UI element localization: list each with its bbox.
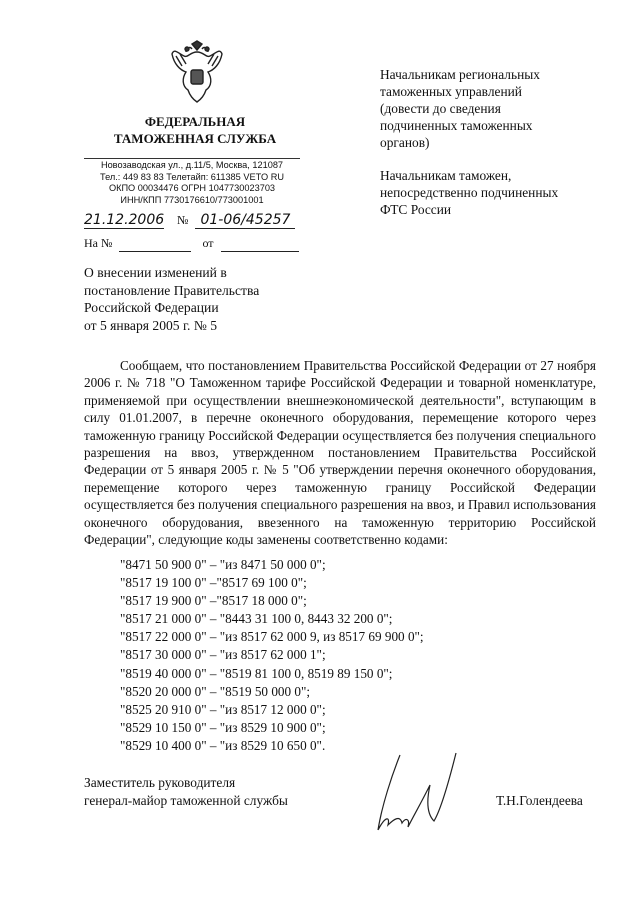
code-item: "8529 10 150 0" – "из 8529 10 900 0";	[120, 719, 326, 735]
subject-line: постановление Правительства	[84, 282, 260, 298]
letter-date: 21.12.2006	[84, 212, 165, 228]
addressee-line: ФТС России	[380, 202, 452, 217]
code-item: "8525 20 910 0" – "из 8517 12 000 0";	[120, 701, 326, 717]
ref-label: На №	[84, 236, 113, 250]
code-item: "8520 20 000 0" – "8519 50 000 0";	[120, 683, 311, 699]
ref-number-blank	[119, 236, 191, 252]
contact-phone: Тел.: 449 83 83 Телетайп: 611385 VETO RU	[99, 171, 285, 182]
agency-contacts	[84, 158, 300, 206]
addressee-line: Начальникам региональных	[380, 67, 540, 82]
agency-name-line2: ТАМОЖЕННАЯ СЛУЖБА	[113, 131, 277, 146]
letter-number: 01-06/45257	[195, 212, 295, 229]
addressee-line: органов)	[380, 135, 430, 150]
addressee-line: непосредственно подчиненных	[380, 185, 559, 200]
signer-position-line1: Заместитель руководителя	[84, 775, 236, 790]
code-item: "8471 50 900 0" – "из 8471 50 000 0";	[120, 557, 326, 572]
signer-name: Т.Н.Голендеева	[496, 793, 583, 808]
code-item: "8517 22 000 0" – "из 8517 62 000 9, из 8517 69 900 0";	[120, 629, 424, 645]
code-item: "8517 19 100 0" –"8517 69 100 0";	[120, 575, 307, 591]
code-item: "8517 21 000 0" – "8443 31 100 0, 8443 32 200 0";	[120, 611, 393, 627]
code-item: "8529 10 400 0" – "из 8529 10 650 0".	[120, 737, 326, 753]
contact-inn: ИНН/КПП 7730176610/773001001	[120, 194, 264, 205]
letter-subject	[84, 264, 334, 334]
addressee-line: Начальникам таможен,	[380, 168, 512, 183]
coat-of-arms-emblem	[170, 40, 224, 104]
contact-address: Новозаводская ул., д.11/5, Москва, 121087	[100, 160, 284, 170]
letter-body: Сообщаем, что постановлением Правительства Российской Федерации от 27 ноября 2006 г. № 718 "О Таможенном тарифе Российской Федерации и товарной номенклатуре, применяемой при осуществлении внешнеэкономической деятельности", вступающим в силу 01.01.2007, в перечне оконечного оборудования, перемещение которого через таможенную границу Российской Федерации осуществляется без получения специального разрешения на ввоз, утвержденном постановлением Правительства Российской Федерации от 5 января 2005 г. № 5 "Об утверждении перечня оконечного оборудования, перемещение которого через таможенную границу Российской Федерации осуществляется без получения специального разрешения на ввоз, и Правил использования оконечного оборудования, ввезенного на таможенную территорию Российской Федерации", следующие коды заменены соответственно кодами:	[84, 358, 596, 548]
addressee-line: (довести до сведения	[380, 101, 501, 116]
addressee-regional	[380, 66, 600, 151]
subject-line: от 5 января 2005 г. № 5	[84, 317, 217, 333]
number-label: №	[177, 213, 189, 227]
agency-name	[95, 113, 295, 147]
addressee-line: подчиненных таможенных	[380, 118, 533, 133]
ref-date-blank	[221, 236, 299, 252]
signer-position-line2: генерал-майор таможенной службы	[84, 793, 288, 808]
registration-line	[84, 212, 295, 229]
handwritten-signature	[360, 745, 470, 840]
code-list	[120, 556, 540, 755]
reference-line	[84, 236, 299, 252]
addressee-line: таможенных управлений	[380, 84, 522, 99]
subject-line: Российской Федерации	[84, 300, 219, 315]
addressee-customs	[380, 167, 600, 218]
code-item: "8517 19 900 0" –"8517 18 000 0";	[120, 593, 307, 609]
from-label: от	[202, 236, 214, 250]
agency-name-line1: ФЕДЕРАЛЬНАЯ	[144, 114, 246, 129]
contact-okpo: ОКПО 00034476 ОГРН 1047730023703	[108, 183, 276, 194]
code-item: "8519 40 000 0" – "8519 81 100 0, 8519 89 150 0";	[120, 665, 393, 681]
subject-line: О внесении изменений в	[84, 265, 227, 280]
code-item: "8517 30 000 0" – "из 8517 62 000 1";	[120, 647, 326, 663]
signer-position	[84, 774, 344, 810]
